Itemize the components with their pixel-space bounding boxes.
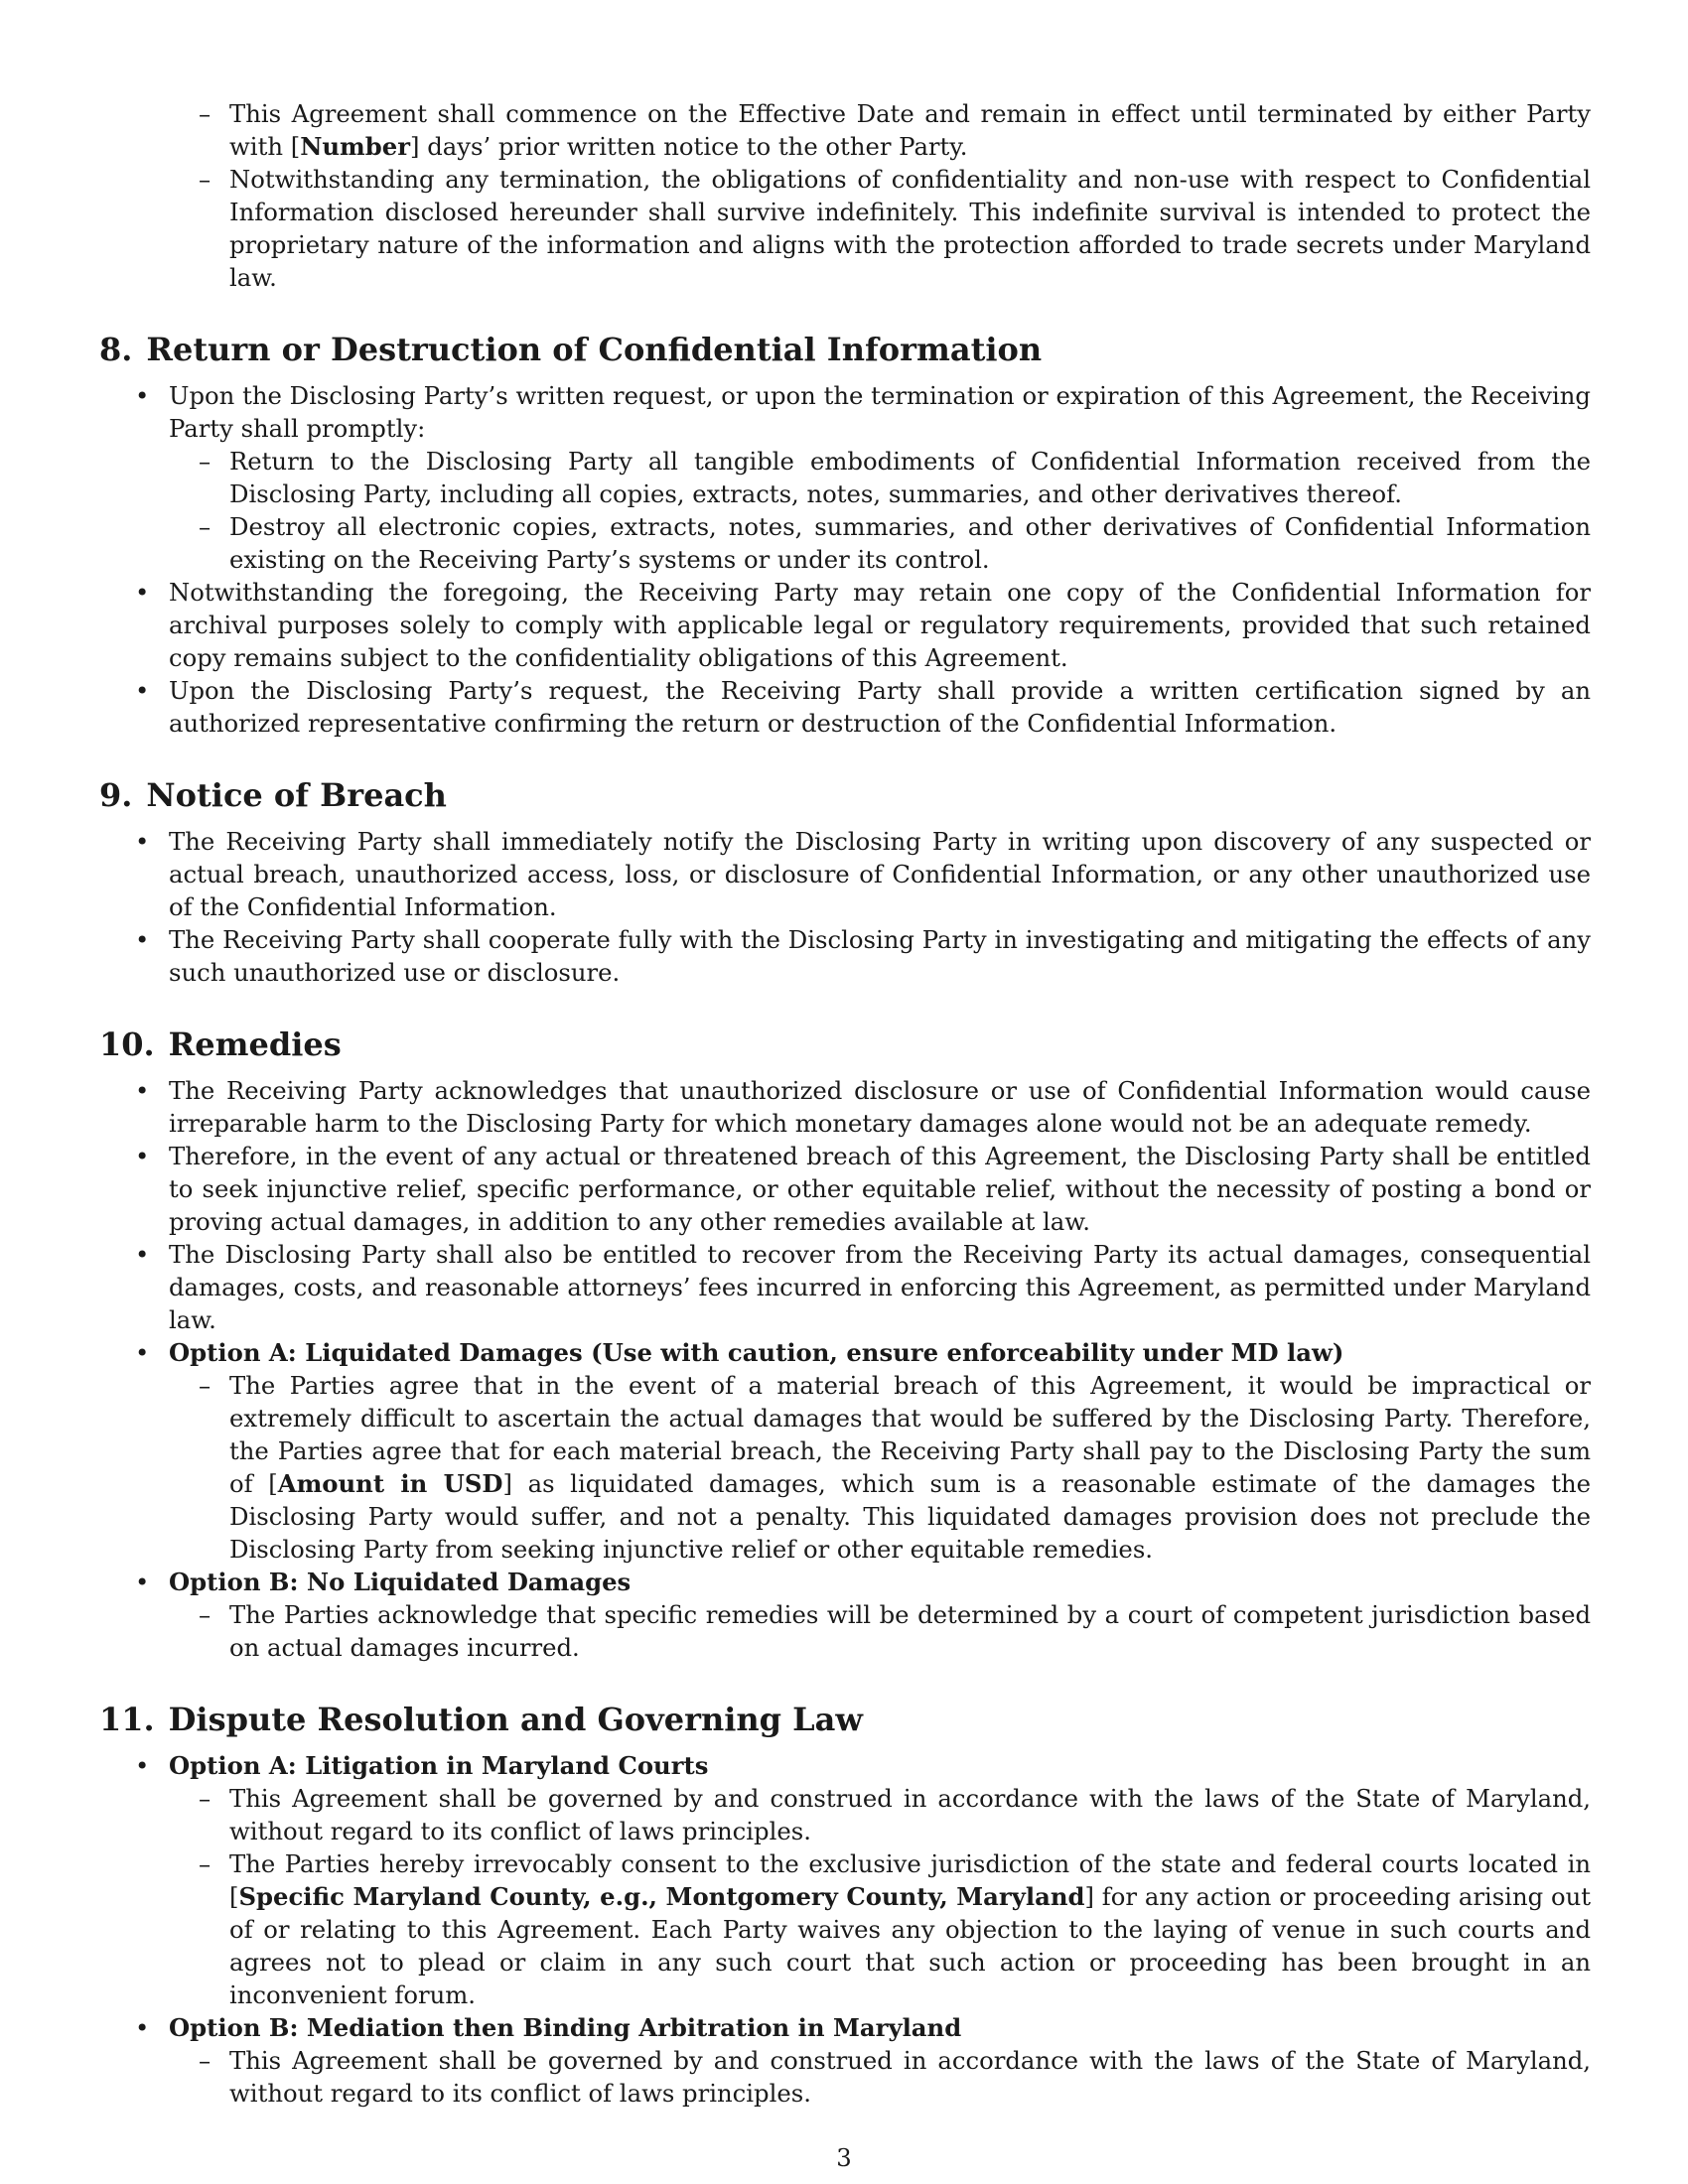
section-number: 11. (99, 1701, 155, 1738)
sublist-item: – This Agreement shall be governed by and construed in accordance with the laws of the State of Maryland, without regard to its conflict of laws principles. (169, 2044, 1591, 2110)
section-11-heading (99, 1700, 1591, 1739)
section-title: Return or Destruction of Confidential Information (146, 331, 1043, 368)
list-item (99, 163, 1591, 294)
section-title: Notice of Breach (146, 776, 447, 814)
sublist-item: – The Parties acknowledge that specific remedies will be determined by a court of competent jurisdiction based on actual damages incurred. (169, 1598, 1591, 1664)
list-item: • The Receiving Party acknowledges that unauthorized disclosure or use of Confidential Information would cause irreparable harm to the Disclosing Party for which monetary damages alone would not be an adequate remedy. (99, 1074, 1591, 1140)
item-text: Upon the Disclosing Party’s written request, or upon the termination or expiration of this Agreement, the Receiving Party shall promptly: (169, 381, 1591, 443)
list-item (99, 1566, 1591, 1664)
placeholder-amount: Amount in USD (277, 1469, 503, 1498)
section-8-heading (99, 330, 1591, 369)
item-text: The Parties agree that in the event of a material breach of this Agreement, it would be impractical or extremely difficult to ascertain the actual damages that would be suffered by the Disclosing Party. Therefore, the Parties agree that for each material breach, the Receiving Party shall pay to the Disclosing Party the sum of [ (229, 1371, 1591, 1498)
section-title: Remedies (168, 1025, 342, 1063)
sublist-item: – This Agreement shall be governed by and construed in accordance with the laws of the State of Maryland, without regard to its conflict of laws principles. (169, 1782, 1591, 1847)
option-title: Option B: No Liquidated Damages (169, 1568, 632, 1596)
list-item (99, 1749, 1591, 2011)
list-item: • The Disclosing Party shall also be entitled to recover from the Receiving Party its actual damages, consequential damages, costs, and reasonable attorneys’ fees incurred in enforcing this Agreement, as permitted under Maryland law. (99, 1238, 1591, 1336)
list-item (99, 1336, 1591, 1566)
section-11-list (99, 1749, 1591, 2110)
list-item: • Upon the Disclosing Party’s request, the Receiving Party shall provide a written certification signed by an authorized representative confirming the return or destruction of the Confidential Information. (99, 674, 1591, 740)
list-item (99, 97, 1591, 163)
item-text: ] days’ prior written notice to the other Party. (410, 132, 968, 161)
list-item: • Therefore, in the event of any actual or threatened breach of this Agreement, the Disclosing Party shall be entitled to seek injunctive relief, specific performance, or other equitable relief, without the necessity of posting a bond or proving actual damages, in addition to any other remedies available at law. (99, 1140, 1591, 1238)
document-page (99, 97, 1591, 2110)
option-title: Option A: Liquidated Damages (Use with caution, ensure enforceability under MD law) (169, 1338, 1344, 1367)
item-text: This Agreement shall commence on the Effective Date and remain in effect until terminated by either Party with [ (229, 99, 1591, 161)
section-9-heading (99, 775, 1591, 815)
section-10-list (99, 1074, 1591, 1664)
sublist-item (169, 1369, 1591, 1566)
list-item (99, 379, 1591, 576)
section-9-list (99, 825, 1591, 989)
sublist (169, 1782, 1591, 2011)
section-8-list (99, 379, 1591, 740)
item-text: ] as liquidated damages, which sum is a reasonable estimate of the damages the Disclosing Party would suffer, and not a penalty. This liquidated damages provision does not preclude the Disclosing Party from seeking injunctive relief or other equitable remedies. (229, 1469, 1591, 1564)
sublist (169, 1369, 1591, 1566)
list-item: • Notwithstanding the foregoing, the Receiving Party may retain one copy of the Confidential Information for archival purposes solely to comply with applicable legal or regulatory requirements, provided that such retained copy remains subject to the confidentiality obligations of this Agreement. (99, 576, 1591, 674)
section-number: 9. (99, 776, 133, 814)
list-item (99, 2011, 1591, 2110)
section-number: 10. (99, 1025, 155, 1063)
sublist-item: – Return to the Disclosing Party all tangible embodiments of Confidential Information received from the Disclosing Party, including all copies, extracts, notes, summaries, and other derivatives thereof. (169, 445, 1591, 510)
item-text: Notwithstanding any termination, the obligations of confidentiality and non-use with respect to Confidential Information disclosed hereunder shall survive indefinitely. This indefinite survival is intended to protect the proprietary nature of the information and aligns with the protection afforded to trade secrets under Maryland law. (229, 165, 1591, 292)
page-number: 3 (836, 2143, 852, 2172)
placeholder-county: Specific Maryland County, e.g., Montgomery County, Maryland (238, 1882, 1085, 1911)
option-title: Option A: Litigation in Maryland Courts (169, 1751, 709, 1780)
sublist (169, 445, 1591, 576)
sublist (169, 1598, 1591, 1664)
section-10-heading (99, 1024, 1591, 1064)
sublist-item: – Destroy all electronic copies, extracts, notes, summaries, and other derivatives of Confidential Information existing on the Receiving Party’s systems or under its control. (169, 510, 1591, 576)
list-item: • The Receiving Party shall cooperate fully with the Disclosing Party in investigating and mitigating the effects of any such unauthorized use or disclosure. (99, 923, 1591, 989)
sublist (169, 2044, 1591, 2110)
list-item: • The Receiving Party shall immediately notify the Disclosing Party in writing upon discovery of any suspected or actual breach, unauthorized access, loss, or disclosure of Confidential Information, or any other unauthorized use of the Confidential Information. (99, 825, 1591, 923)
option-title: Option B: Mediation then Binding Arbitration in Maryland (169, 2013, 962, 2042)
section-7-continuation (99, 97, 1591, 294)
item-text: ] for any action or proceeding arising out of or relating to this Agreement. Each Party waives any objection to the laying of venue in such courts and agrees not to plead or claim in any such court that such action or proceeding has been brought in an inconvenient forum. (229, 1882, 1592, 2009)
section-title: Dispute Resolution and Governing Law (168, 1701, 863, 1738)
sublist-item (169, 1847, 1591, 2011)
placeholder-number: Number (300, 132, 411, 161)
section-number: 8. (99, 331, 133, 368)
item-text: The Parties hereby irrevocably consent to the exclusive jurisdiction of the state and federal courts located in [ (229, 1849, 1591, 1911)
